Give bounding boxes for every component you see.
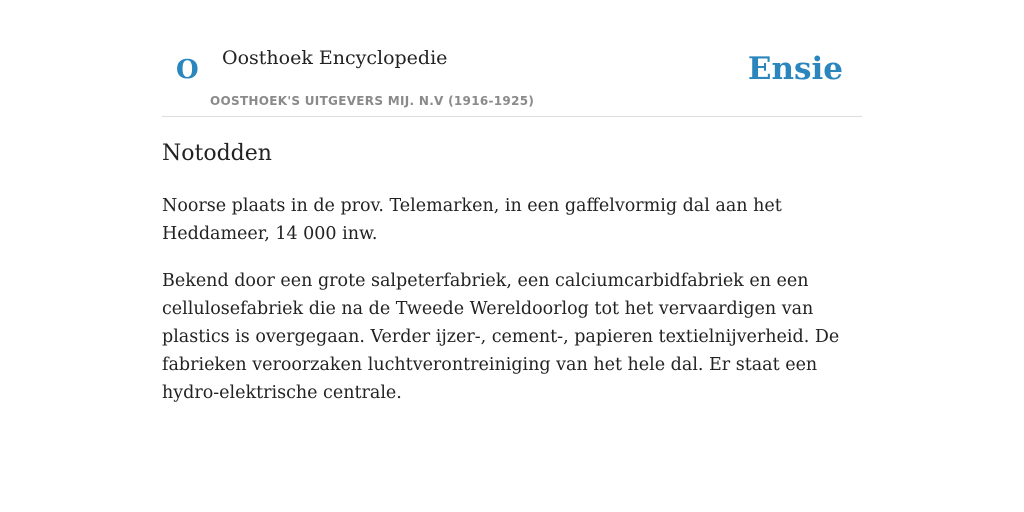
article	[162, 138, 862, 407]
oosthoek-logo[interactable]: O	[176, 55, 199, 85]
publisher-subtitle: OOSTHOEK'S UITGEVERS MIJ. N.V (1916-1925)	[210, 94, 535, 108]
article-paragraph: Bekend door een grote salpeterfabriek, een calciumcarbidfabriek en een cellulosefabriek die na de Tweede Wereldoorlog tot het vervaardigen van plastics is overgegaan. Verder ijzer-, cement-, papieren textielnijverheid. De fabrieken veroorzaken luchtverontreiniging van het hele dal. Er staat een hydro-elektrische centrale.	[162, 271, 840, 403]
encyclopedia-title-link[interactable]: Oosthoek Encyclopedie	[222, 47, 448, 69]
ensie-logo-link[interactable]: Ensie	[747, 51, 843, 87]
header	[162, 0, 862, 117]
article-paragraph: Noorse plaats in de prov. Telemarken, in een gaffelvormig dal aan het Heddameer, 14 000 inw.	[162, 196, 782, 244]
article-title: Notodden	[162, 141, 272, 166]
